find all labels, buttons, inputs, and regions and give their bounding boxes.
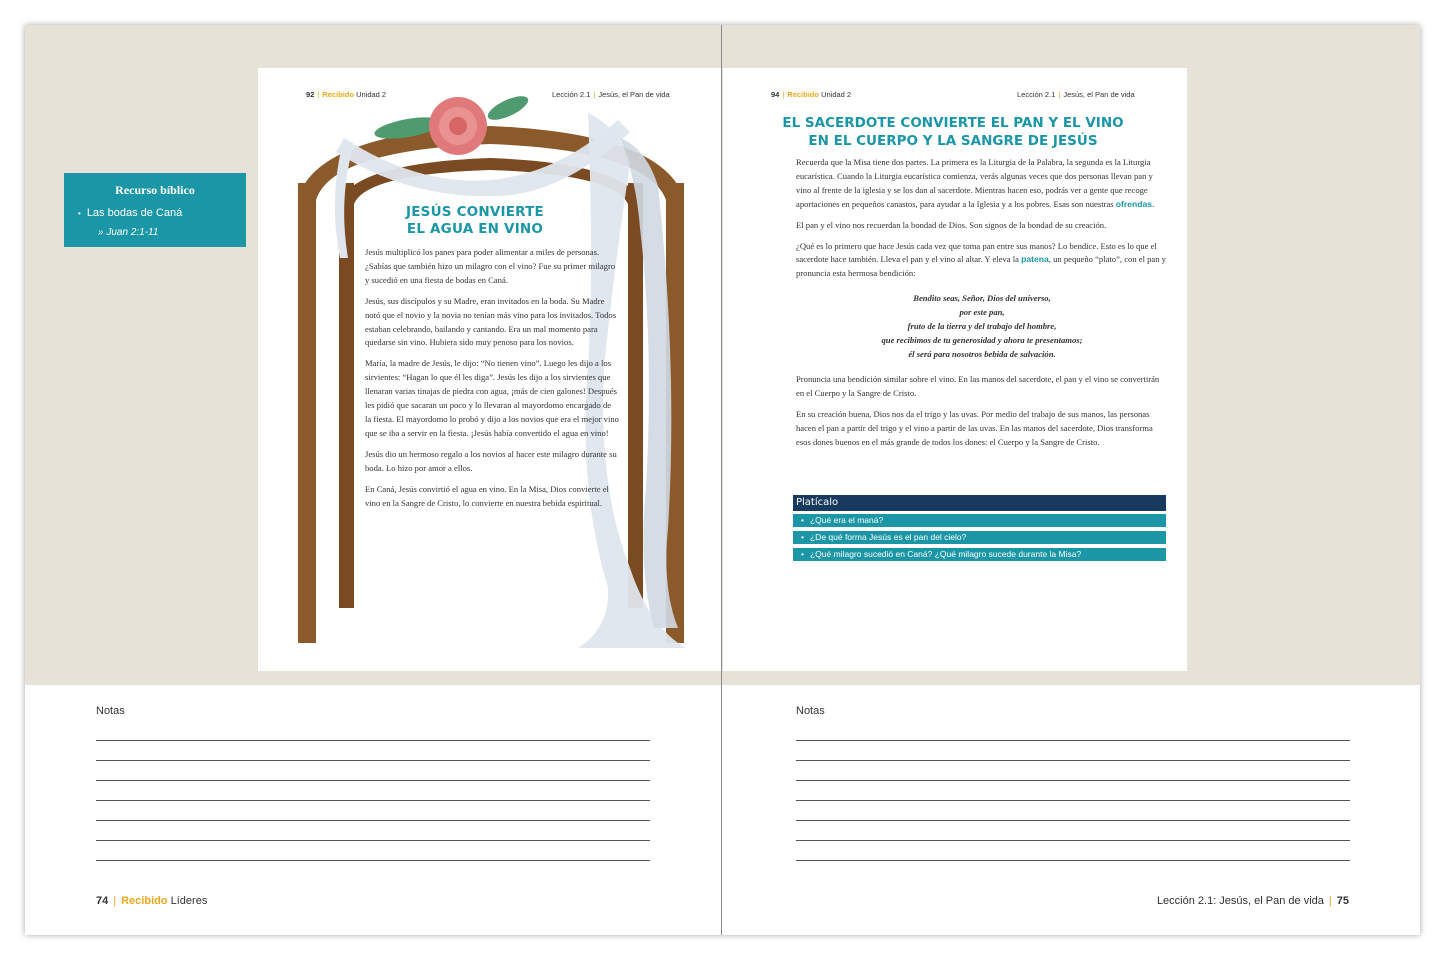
- discussion-question: • ¿De qué forma Jesús es el pan del cielo?: [793, 531, 1166, 544]
- right-title-line1: EL SACERDOTE CONVIERTE EL PAN Y EL VINO: [782, 115, 1124, 131]
- blessing-line: fruto de la tierra y del trabajo del hombre,: [907, 321, 1057, 332]
- discussion-question: • ¿Qué era el maná?: [793, 514, 1166, 527]
- brand-name: Recibido: [322, 90, 354, 99]
- note-line[interactable]: [96, 780, 650, 781]
- footer-page-number: 74: [96, 895, 109, 907]
- body-paragraph: Jesús multiplicó los panes para poder alimentar a miles de personas. ¿Sabías que también hizo un milagro con el vino? Fue su primer milagro y sucedió en una fiesta de bodas en Caná.: [365, 247, 616, 285]
- footer-brand: Recibido: [121, 895, 168, 907]
- unit-label: Unidad 2: [356, 90, 387, 99]
- blessing-line: Bendito seas, Señor, Dios del universo,: [913, 293, 1051, 304]
- lesson-label: Lección 2.1: [552, 90, 591, 99]
- note-line[interactable]: [796, 820, 1350, 821]
- body-paragraph: Recuerda que la Misa tiene dos partes. La primera es la Liturgia de la Palabra, la segunda es la Liturgia eucarística. Cuando la Liturgia eucarística comienza, verás algunas veces que dos personas llevan pan y vino al frente de la iglesia y se los dan al sacerdote. Mientras hacen eso, podrás ver a gente que recoge aportaciones en pequeños canastos, para ayudar a la Iglesia y a los pobres. Esas son nuestras ofrendas.: [796, 157, 1155, 209]
- left-page-title: [388, 204, 562, 238]
- keyword-ofrendas: ofrendas: [1115, 198, 1153, 209]
- note-line[interactable]: [796, 840, 1350, 841]
- note-line[interactable]: [796, 780, 1350, 781]
- biblical-resource-box: [64, 173, 246, 247]
- blessing-line: él será para nosotros bebida de salvación.: [908, 349, 1056, 360]
- page-gutter: [721, 25, 722, 935]
- page-number: 92: [306, 90, 315, 99]
- note-line[interactable]: [96, 760, 650, 761]
- note-line[interactable]: [96, 740, 650, 741]
- left-title-line1: JESÚS CONVIERTE: [406, 204, 544, 220]
- footer-right: Lección 2.1: Jesús, el Pan de vida | 75: [1156, 895, 1349, 907]
- body-paragraph: En Caná, Jesús convirtió el agua en vino. En la Misa, Dios convierte el vino en la Sangre de Cristo, lo convierte en nuestra bebida espiritual.: [365, 483, 609, 508]
- lesson-title: Jesús, el Pan de vida: [598, 90, 670, 99]
- note-line[interactable]: [796, 760, 1350, 761]
- resource-scripture: » Juan 2:1-11: [98, 227, 159, 238]
- left-page-header-left: 92 | Recibido Unidad 2: [306, 90, 387, 99]
- arch-post-right-inner: [628, 183, 643, 608]
- platicalo-box: [793, 495, 1166, 565]
- right-page-body: [796, 156, 1168, 457]
- keyword-patena: patena: [1021, 254, 1049, 265]
- note-line[interactable]: [796, 740, 1350, 741]
- note-line[interactable]: [96, 860, 650, 861]
- note-line[interactable]: [96, 840, 650, 841]
- blessing-prayer: [796, 291, 1168, 361]
- note-line[interactable]: [796, 860, 1350, 861]
- unit-label: Unidad 2: [821, 90, 852, 99]
- arch-post-left-outer: [298, 183, 316, 643]
- note-line[interactable]: [96, 820, 650, 821]
- footer-lesson: Lección 2.1: Jesús, el Pan de vida: [1156, 895, 1324, 907]
- left-page-body: [365, 246, 619, 517]
- right-page-header-left: 94 | Recibido Unidad 2: [771, 90, 852, 99]
- left-page-header-right: Lección 2.1 | Jesús, el Pan de vida: [552, 90, 670, 99]
- resource-title: Recurso bíblico: [115, 183, 195, 197]
- page-number: 94: [771, 90, 780, 99]
- right-page-header-right: Lección 2.1 | Jesús, el Pan de vida: [1017, 90, 1135, 99]
- body-paragraph: Jesús, sus discípulos y su Madre, eran invitados en la boda. Su Madre notó que el novio y la novia no tenían más vino para los invitados. Todos estaban celebrando, bailando y cantando. Era un mal momento para quedarse sin vino. Hubiera sido muy penoso para los novios.: [365, 295, 617, 348]
- lesson-title: Jesús, el Pan de vida: [1063, 90, 1135, 99]
- footer-edition: Líderes: [170, 895, 208, 907]
- book-spread: [25, 25, 1420, 935]
- right-title-line2: EN EL CUERPO Y LA SANGRE DE JESÚS: [808, 133, 1098, 149]
- notes-label-left: Notas: [96, 705, 125, 717]
- lesson-label: Lección 2.1: [1017, 90, 1056, 99]
- body-paragraph: En su creación buena, Dios nos da el trigo y las uvas. Por medio del trabajo de sus manos, las personas hacen el pan a partir del trigo y el vino a partir de las uvas. En las manos del sacerdote, Dios transforma esos dones buenos en el más grande de todos los dones: el Cuerpo y la Sangre de Cristo.: [796, 409, 1153, 447]
- student-page-right: [723, 68, 1187, 671]
- resource-item: • Las bodas de Caná: [78, 207, 236, 219]
- blessing-line: por este pan,: [959, 307, 1005, 318]
- note-line[interactable]: [96, 800, 650, 801]
- footer-left: 74 | Recibido Líderes: [96, 895, 208, 907]
- body-paragraph: El pan y el vino nos recuerdan la bondad de Dios. Son signos de la bondad de su creación.: [796, 219, 1107, 230]
- leaf-right-icon: [485, 91, 532, 124]
- body-paragraph: Pronuncia una bendición similar sobre el vino. En las manos del sacerdote, el pan y el vino se convertirán en el Cuerpo y la Sangre de Cristo.: [796, 374, 1160, 399]
- body-paragraph: María, la madre de Jesús, le dijo: “No tienen vino”. Luego les dijo a los sirvientes: “Hagan lo que él les diga”. Jesús les dijo a los sirvientes que llenaran varias tinajas de piedra con agua, ¡más de cien galones! Después les pidió que sacaran un poco y lo llevaran al mayordomo encargado de la fiesta. El mayordomo lo probó y dijo a los novios que era el mejor vino que se iba a servir en la fiesta. ¡Jesús había convertido el agua en vino!: [365, 358, 619, 438]
- brand-name: Recibido: [787, 90, 819, 99]
- notes-label-right: Notas: [796, 705, 825, 717]
- body-paragraph: ¿Qué es lo primero que hace Jesús cada vez que toma pan entre sus manos? Lo bendice. Esto es lo que el sacerdote hace también. Lleva el pan y el vino al altar. Y eleva la patena, un pequeño “plato”, con el pan y pronuncia esta hermosa bendición:: [796, 240, 1166, 279]
- blessing-line: que recibimos de tu generosidad y ahora te presentamos;: [881, 335, 1083, 346]
- footer-page-number: 75: [1336, 895, 1349, 907]
- note-line[interactable]: [796, 800, 1350, 801]
- platicalo-title: Platícalo: [793, 495, 1166, 511]
- discussion-question: • ¿Qué milagro sucedió en Caná? ¿Qué milagro sucede durante la Misa?: [793, 548, 1166, 561]
- body-paragraph: Jesús dio un hermoso regalo a los novios al hacer este milagro durante su boda. Lo hizo por amor a ellos.: [365, 448, 617, 473]
- left-title-line2: EL AGUA EN VINO: [406, 221, 544, 237]
- student-page-left: [258, 68, 722, 671]
- right-page-title: [763, 114, 1143, 150]
